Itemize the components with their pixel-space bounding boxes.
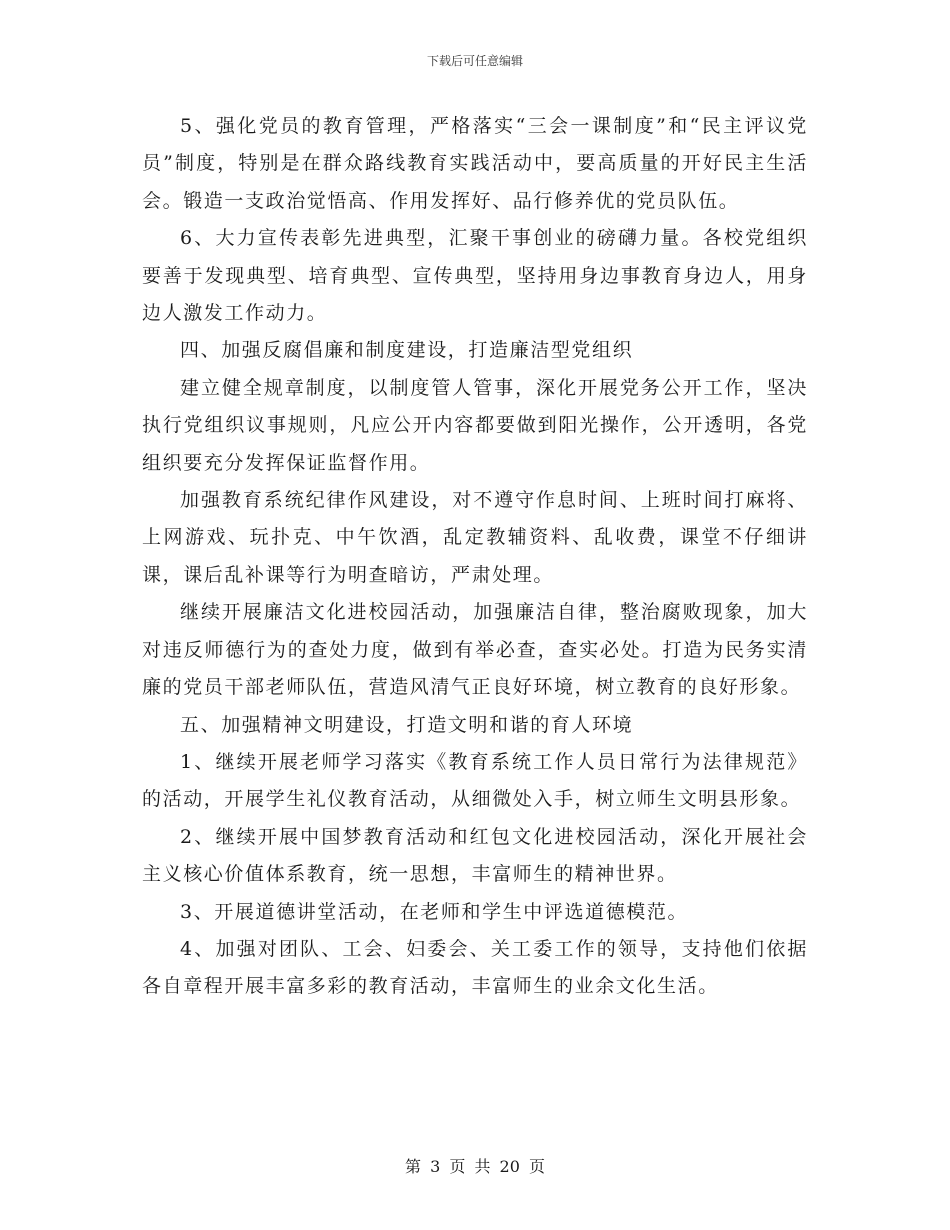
document-body [142, 108, 808, 1006]
paragraph-rules-system: 建立健全规章制度，以制度管人管事，深化开展党务公开工作，坚决执行党组织议事规则，凡应公开内容都要做到阳光操作，公开透明，各党组织要充分发挥保证监督作用。 [142, 376, 808, 474]
paragraph-model-publicity: 6、大力宣传表彰先进典型，汇聚干事创业的磅礴力量。各校党组织要善于发现典型、培育典型、宣传典型，坚持用身边事教育身边人，用身边人激发工作动力。 [142, 227, 808, 325]
paragraph-morality-lecture: 3、开展道德讲堂活动，在老师和学生中评选道德模范。 [180, 900, 689, 923]
section-heading-spiritual-civilization: 五、加强精神文明建设，打造文明和谐的育人环境 [180, 713, 634, 736]
paragraph-china-dream: 2、继续开展中国梦教育活动和红包文化进校园活动，深化开展社会主义核心价值体系教育，统一思想，丰富师生的精神世界。 [142, 825, 808, 886]
page-header-note: 下载后可任意编辑 [426, 54, 523, 68]
page-number: 第 3 页 共 20 页 [405, 1157, 545, 1176]
paragraph-integrity-culture: 继续开展廉洁文化进校园活动，加强廉洁自律，整治腐败现象，加大对违反师德行为的查处力度，做到有举必查，查实必处。打造为民务实清廉的党员干部老师队伍，营造风清气正良好环境，树立教育的良好形象。 [142, 601, 808, 699]
paragraph-discipline-style: 加强教育系统纪律作风建设，对不遵守作息时间、上班时间打麻将、上网游戏、玩扑克、中午饮酒，乱定教辅资料、乱收费，课堂不仔细讲课，课后乱补课等行为明查暗访，严肃处理。 [142, 489, 808, 586]
paragraph-party-member-management: 5、强化党员的教育管理，严格落实“三会一课制度”和“民主评议党员”制度，特别是在群众路线教育实践活动中，要高质量的开好民主生活会。锻造一支政治觉悟高、作用发挥好、品行修养优的党员队伍。 [142, 115, 808, 212]
section-heading-anti-corruption: 四、加强反腐倡廉和制度建设，打造廉洁型党组织 [180, 339, 634, 362]
paragraph-organization-leadership: 4、加强对团队、工会、妇委会、关工委工作的领导，支持他们依据各自章程开展丰富多彩的教育活动，丰富师生的业余文化生活。 [142, 937, 808, 998]
paragraph-teacher-conduct: 1、继续开展老师学习落实《教育系统工作人员日常行为法律规范》的活动，开展学生礼仪教育活动，从细微处入手，树立师生文明县形象。 [142, 750, 808, 811]
